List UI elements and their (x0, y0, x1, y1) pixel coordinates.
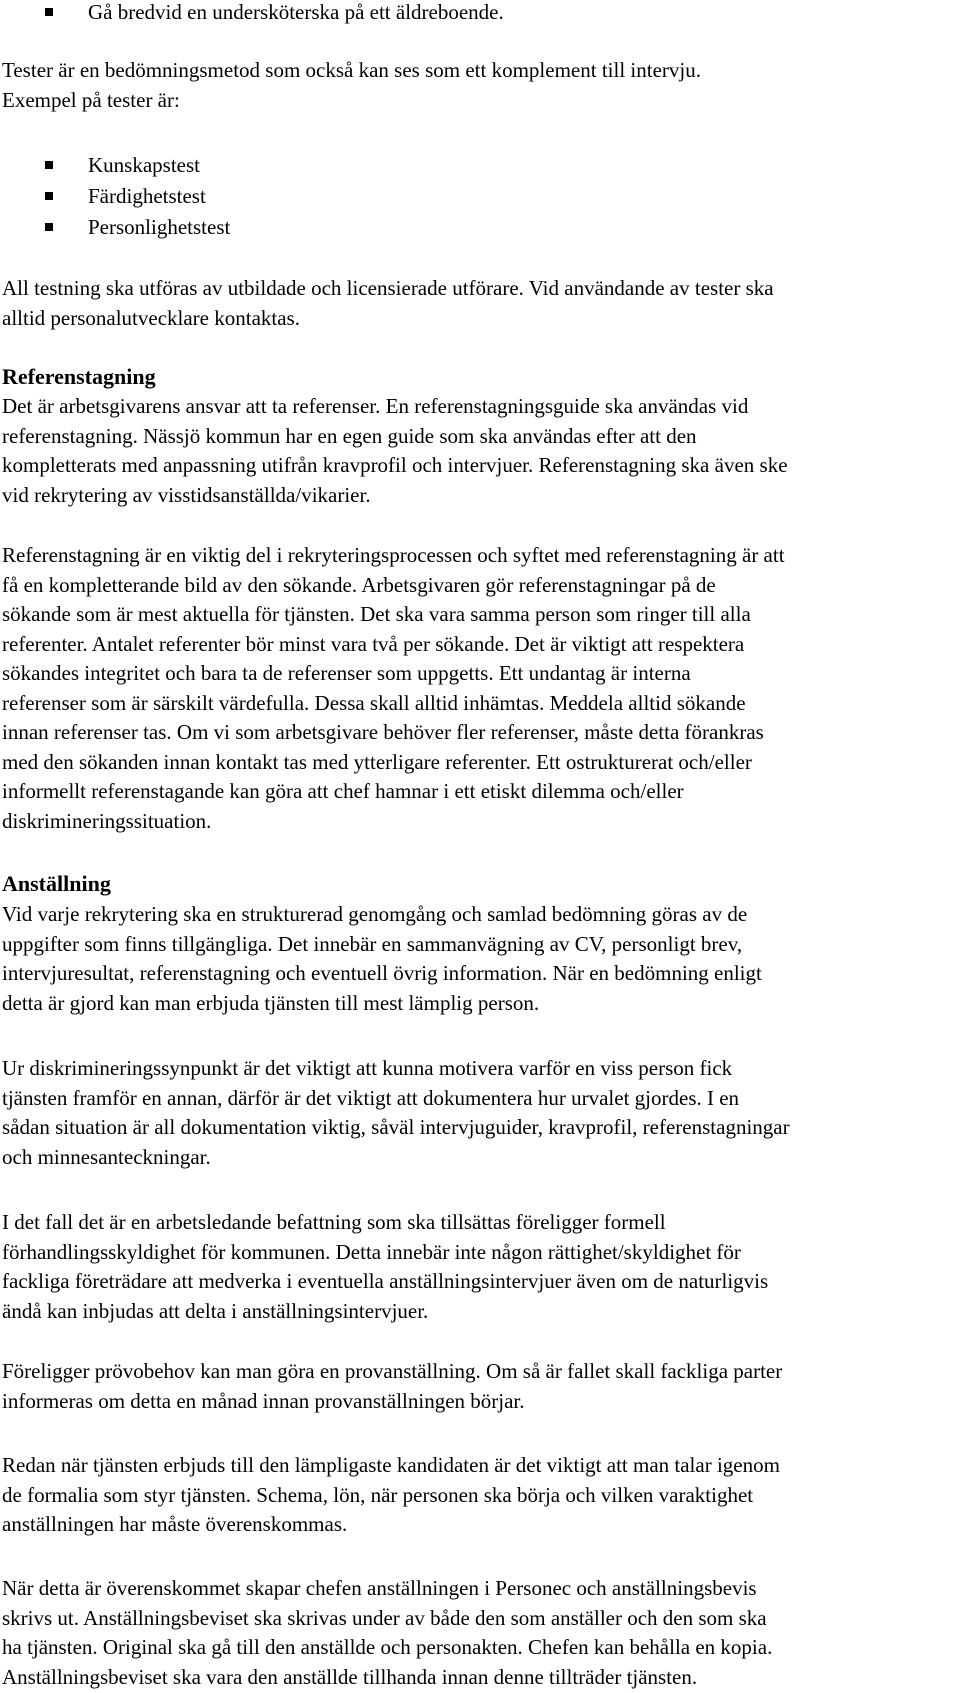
text-line: fackliga företrädare att medverka i eventuella anställningsintervjuer även om de naturligvis (2, 1269, 769, 1293)
text-line: Anställningsbeviset ska vara den anställde tillhanda innan denne tillträder tjänsten. (2, 1664, 698, 1689)
text-line: sökande som är mest aktuella för tjänsten. Det ska vara samma person som ringer till alla (2, 602, 751, 626)
text-line: referenstagning. Nässjö kommun har en egen guide som ska användas efter att den (2, 423, 697, 448)
square-bullet-icon (45, 192, 53, 200)
section-heading-referenstagning: Referenstagning (2, 364, 156, 389)
text-line: detta är gjord kan man erbjuda tjänsten till mest lämplig person. (2, 990, 540, 1015)
text-line: När detta är överenskommet skapar chefen anställningen i Personec och anställningsbevis (2, 1576, 757, 1600)
text-line: informellt referenstagande kan göra att chef hamnar i ett etiskt dilemma och/eller (2, 779, 684, 803)
text-line: ändå kan inbjudas att delta i anställningsintervjuer. (2, 1298, 429, 1323)
section-heading-anstallning: Anställning (2, 871, 111, 896)
text-line: Föreligger prövobehov kan man göra en provanställning. Om så är fallet skall fackliga parter (2, 1359, 783, 1383)
text-line: tjänsten framför en annan, därför är det viktigt att dokumentera hur urvalet gjordes. I en (2, 1085, 740, 1110)
text-line: referenser som är särskilt värdefulla. Dessa skall alltid inhämtas. Meddela alltid sökande (2, 690, 746, 715)
text-line: I det fall det är en arbetsledande befattning som ska tillsättas föreligger formell (2, 1210, 666, 1234)
text-line: Tester är en bedömningsmetod som också kan ses som ett komplement till intervju. (2, 58, 701, 82)
list-item-text: Kunskapstest (88, 153, 200, 177)
text-line: innan referenser tas. Om vi som arbetsgivare behöver fler referenser, måste detta förankras (2, 720, 764, 744)
text-line: diskrimineringssituation. (2, 808, 212, 833)
text-line: vid rekrytering av visstidsanställda/vikarier. (2, 482, 371, 507)
text-line: med den sökanden innan kontakt tas med ytterligare referenter. Ett ostrukturerat och/eller (2, 749, 752, 774)
list-item (0, 0, 504, 28)
list-item-text: Färdighetstest (88, 184, 206, 208)
employment-paragraph-5 (2, 1451, 952, 1540)
list-item-text: Gå bredvid en undersköterska på ett äldreboende. (88, 0, 504, 24)
tests-note-paragraph (2, 274, 952, 333)
text-line: Referenstagning är en viktig del i rekryteringsprocessen och syftet med referenstagning är att (2, 543, 785, 567)
references-paragraph-2 (2, 541, 952, 836)
employment-paragraph-1 (2, 900, 952, 1018)
list-item (0, 150, 230, 181)
text-line: intervjuresultat, referenstagning och eventuell övrig information. När en bedömning enligt (2, 961, 762, 985)
text-line: Vid varje rekrytering ska en strukturerad genomgång och samlad bedömning göras av de (2, 902, 748, 926)
text-line: Det är arbetsgivarens ansvar att ta referenser. En referenstagningsguide ska användas vid (2, 394, 749, 418)
list-item-text: Personlighetstest (88, 215, 231, 239)
text-line: anställningen har måste överenskommas. (2, 1512, 348, 1536)
employment-paragraph-6 (2, 1574, 952, 1692)
text-line: skrivs ut. Anställningsbeviset ska skrivas under av både den som anställer och den som ska (2, 1605, 767, 1630)
employment-paragraph-4 (2, 1357, 952, 1416)
text-line: Ur diskrimineringssynpunkt är det viktigt att kunna motivera varför en viss person fick (2, 1056, 733, 1080)
text-line: sådan situation är all dokumentation viktig, såväl intervjuguider, kravprofil, referenstagningar (2, 1115, 790, 1139)
square-bullet-icon (45, 223, 53, 231)
text-line: få en kompletterande bild av den sökande. Arbetsgivaren gör referenstagningar på de (2, 572, 716, 597)
tests-intro-paragraph (2, 56, 952, 115)
list-item (0, 181, 230, 212)
text-line: informeras om detta en månad innan provanställningen börjar. (2, 1388, 525, 1413)
text-line: kompletterats med anpassning utifrån kravprofil och intervjuer. Referenstagning ska även ske (2, 453, 788, 477)
text-line: ha tjänsten. Original ska gå till den anställde och personakten. Chefen kan behålla en kopia. (2, 1635, 773, 1659)
text-line: All testning ska utföras av utbildade och licensierade utförare. Vid användande av tester ska (2, 276, 774, 300)
employment-paragraph-3 (2, 1208, 952, 1326)
list-item (0, 212, 230, 243)
employment-paragraph-2 (2, 1054, 952, 1172)
text-line: Redan när tjänsten erbjuds till den lämpligaste kandidaten är det viktigt att man talar igenom (2, 1453, 780, 1477)
text-line: referenter. Antalet referenter bör minst vara två per sökande. Det är viktigt att respektera (2, 631, 745, 656)
square-bullet-icon (45, 161, 53, 169)
text-line: de formalia som styr tjänsten. Schema, lön, när personen ska börja och vilken varaktighet (2, 1482, 754, 1507)
text-line: Exempel på tester är: (2, 87, 180, 112)
square-bullet-icon (45, 8, 53, 16)
text-line: alltid personalutvecklare kontaktas. (2, 305, 300, 330)
bullet-list-top (0, 0, 504, 28)
tests-bullet-list (0, 150, 230, 243)
text-line: sökandes integritet och bara ta de referenser som uppgetts. Ett undantag är interna (2, 661, 691, 685)
text-line: och minnesanteckningar. (2, 1144, 211, 1169)
text-line: förhandlingsskyldighet för kommunen. Detta innebär inte någon rättighet/skyldighet för (2, 1239, 741, 1264)
references-paragraph-1 (2, 392, 952, 510)
text-line: uppgifter som finns tillgängliga. Det innebär en sammanvägning av CV, personligt brev, (2, 931, 743, 956)
